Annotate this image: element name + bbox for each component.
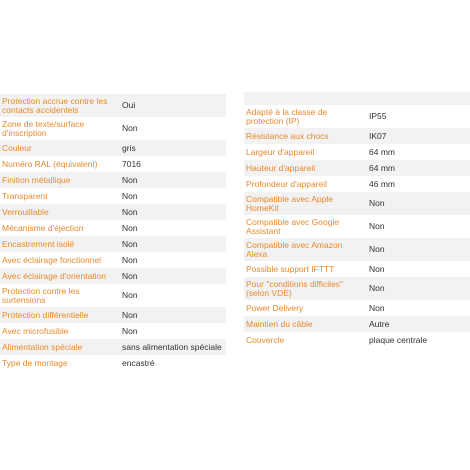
table-row [0, 307, 226, 323]
spec-label: Type de montage [2, 357, 68, 368]
spec-value: plaque centrale [369, 334, 428, 345]
spec-label: Finition métallique [0, 172, 120, 188]
table-row [244, 215, 470, 238]
spec-label: Hauteur d'appareil [244, 160, 367, 176]
spec-label: Protection différentielle [0, 307, 120, 323]
table-row [0, 188, 226, 204]
table-row [0, 284, 226, 307]
spec-table-left [0, 94, 226, 371]
table-row [0, 140, 226, 156]
spec-value: Non [122, 290, 138, 300]
spec-value: sans alimentation spéciale [120, 339, 226, 355]
spec-label: Couleur [0, 140, 120, 156]
spec-label: Pour "conditions difficiles" (selon VDE) [244, 277, 367, 300]
spec-value: 7016 [122, 158, 141, 169]
spec-table-right [244, 92, 470, 348]
spec-label: Avec éclairage d'orientation [0, 268, 120, 284]
table-row [244, 316, 470, 332]
spec-value: Non [122, 325, 138, 336]
table-row [0, 156, 226, 172]
spec-value: Non [120, 204, 226, 220]
spec-value: Non [369, 221, 385, 231]
spec-label: Profondeur d'appareil [246, 178, 328, 189]
spec-label: Power Delivery [246, 302, 304, 313]
spec-value: Non [369, 302, 385, 313]
spec-label: Mécanisme d'éjection [2, 222, 84, 233]
table-row [244, 105, 470, 128]
spec-label: Compatible avec Amazon Alexa [244, 238, 367, 261]
spec-value: IK07 [367, 128, 470, 144]
spec-value: Non [120, 172, 226, 188]
spec-label: Possible support IFTTT [246, 263, 335, 274]
spec-label: Avec microfusible [2, 325, 69, 336]
spec-label: Maintien du câble [244, 316, 367, 332]
spec-label [244, 92, 367, 105]
table-row [0, 117, 226, 140]
spec-value: Non [122, 222, 138, 233]
table-row [244, 144, 470, 160]
table-row [0, 252, 226, 268]
table-row [244, 192, 470, 215]
spec-label: Transparent [2, 190, 48, 201]
spec-value: Non [120, 307, 226, 323]
spec-value: Autre [367, 316, 470, 332]
table-row [0, 355, 226, 371]
table-row [244, 238, 470, 261]
spec-value: Non [369, 263, 385, 274]
table-row [0, 204, 226, 220]
spec-value: Non [122, 123, 138, 133]
spec-label: Protection accrue contre les contacts accidentels [0, 94, 120, 117]
spec-label: Adapté à la classe de protection (IP) [246, 106, 328, 126]
spec-value: gris [120, 140, 226, 156]
table-row [244, 128, 470, 144]
spec-value: Non [367, 277, 470, 300]
spec-value: IP55 [369, 111, 387, 121]
spec-value: 64 mm [369, 146, 395, 157]
table-row [244, 277, 470, 300]
spec-label: Zone de texte/surface d'inscription [2, 118, 85, 138]
table-row [0, 172, 226, 188]
spec-value: encastré [122, 357, 155, 368]
spec-value: Oui [120, 94, 226, 117]
spec-value: 46 mm [369, 178, 395, 189]
spec-label: Verrouillable [0, 204, 120, 220]
spec-value: Non [120, 236, 226, 252]
table-row [244, 261, 470, 277]
table-row [0, 94, 226, 117]
spec-value: Non [122, 254, 138, 265]
table-row [244, 160, 470, 176]
spec-value [367, 92, 470, 105]
spec-label: Encastrement isolé [0, 236, 120, 252]
spec-value: Non [122, 190, 138, 201]
spec-value: Non [367, 238, 470, 261]
table-row [0, 323, 226, 339]
spec-value: Non [120, 268, 226, 284]
table-row [244, 176, 470, 192]
table-row [244, 300, 470, 316]
table-row [244, 92, 470, 105]
spec-label: Couvercle [246, 334, 285, 345]
spec-label: Protection contre les surtensions [2, 285, 80, 305]
spec-label: Résistance aux chocs [244, 128, 367, 144]
spec-value: 64 mm [367, 160, 470, 176]
table-row [0, 220, 226, 236]
spec-value: Non [367, 192, 470, 215]
spec-label: Compatible avec Google Assistant [246, 216, 340, 236]
table-row [0, 236, 226, 252]
spec-label: Avec éclairage fonctionnel [2, 254, 102, 265]
spec-label: Alimentation spéciale [0, 339, 120, 355]
table-row [244, 332, 470, 348]
spec-label: Numéro RAL (équivalent) [2, 158, 98, 169]
spec-label: Largeur d'appareil [246, 146, 315, 157]
spec-label: Compatible avec Apple HomeKit [244, 192, 367, 215]
table-row [0, 339, 226, 355]
table-row [0, 268, 226, 284]
